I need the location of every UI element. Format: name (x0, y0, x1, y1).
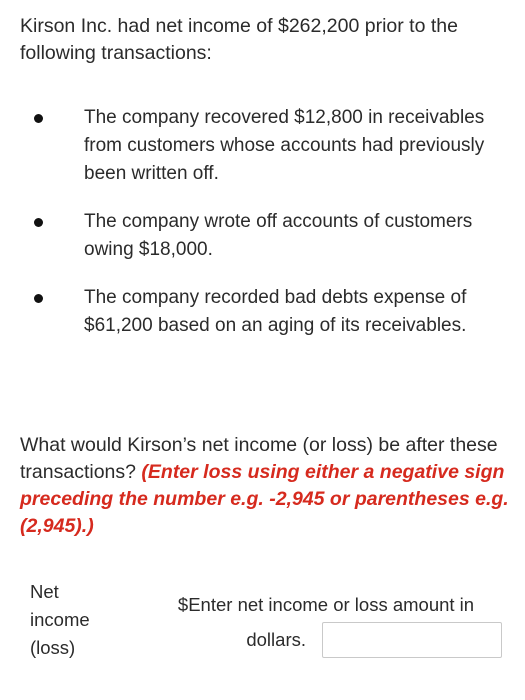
transaction-list (0, 104, 525, 360)
question-text: What would Kirson’s net income (or loss) be after these transactions? (20, 434, 498, 483)
answer-instruction: (Enter loss using either a negative sign preceding the number e.g. -2,945 or parentheses e.g. (2,945).) (20, 461, 509, 537)
net-income-label: Net income (loss) (30, 581, 90, 658)
transaction-text: The company recovered $12,800 in receivables from customers whose accounts had previously been written off. (84, 107, 485, 184)
transaction-text: The company wrote off accounts of customers owing $18,000. (84, 211, 473, 260)
bullet-icon (34, 294, 43, 303)
problem-intro: Kirson Inc. had net income of $262,200 prior to the following transactions: (20, 15, 458, 64)
answer-prompt (150, 588, 502, 658)
transaction-item (0, 104, 525, 188)
bullet-icon (34, 114, 43, 123)
transaction-item (0, 208, 525, 264)
answer-row (150, 622, 502, 658)
transaction-text: The company recorded bad debts expense of $61,200 based on an aging of its receivables. (84, 287, 467, 336)
question (20, 432, 510, 540)
answer-prompt-line2: dollars. (246, 629, 306, 650)
transaction-item (0, 284, 525, 340)
bullet-icon (34, 218, 43, 227)
net-income-input[interactable] (322, 622, 502, 658)
answer-prompt-line1: $Enter net income or loss amount in (177, 594, 475, 615)
